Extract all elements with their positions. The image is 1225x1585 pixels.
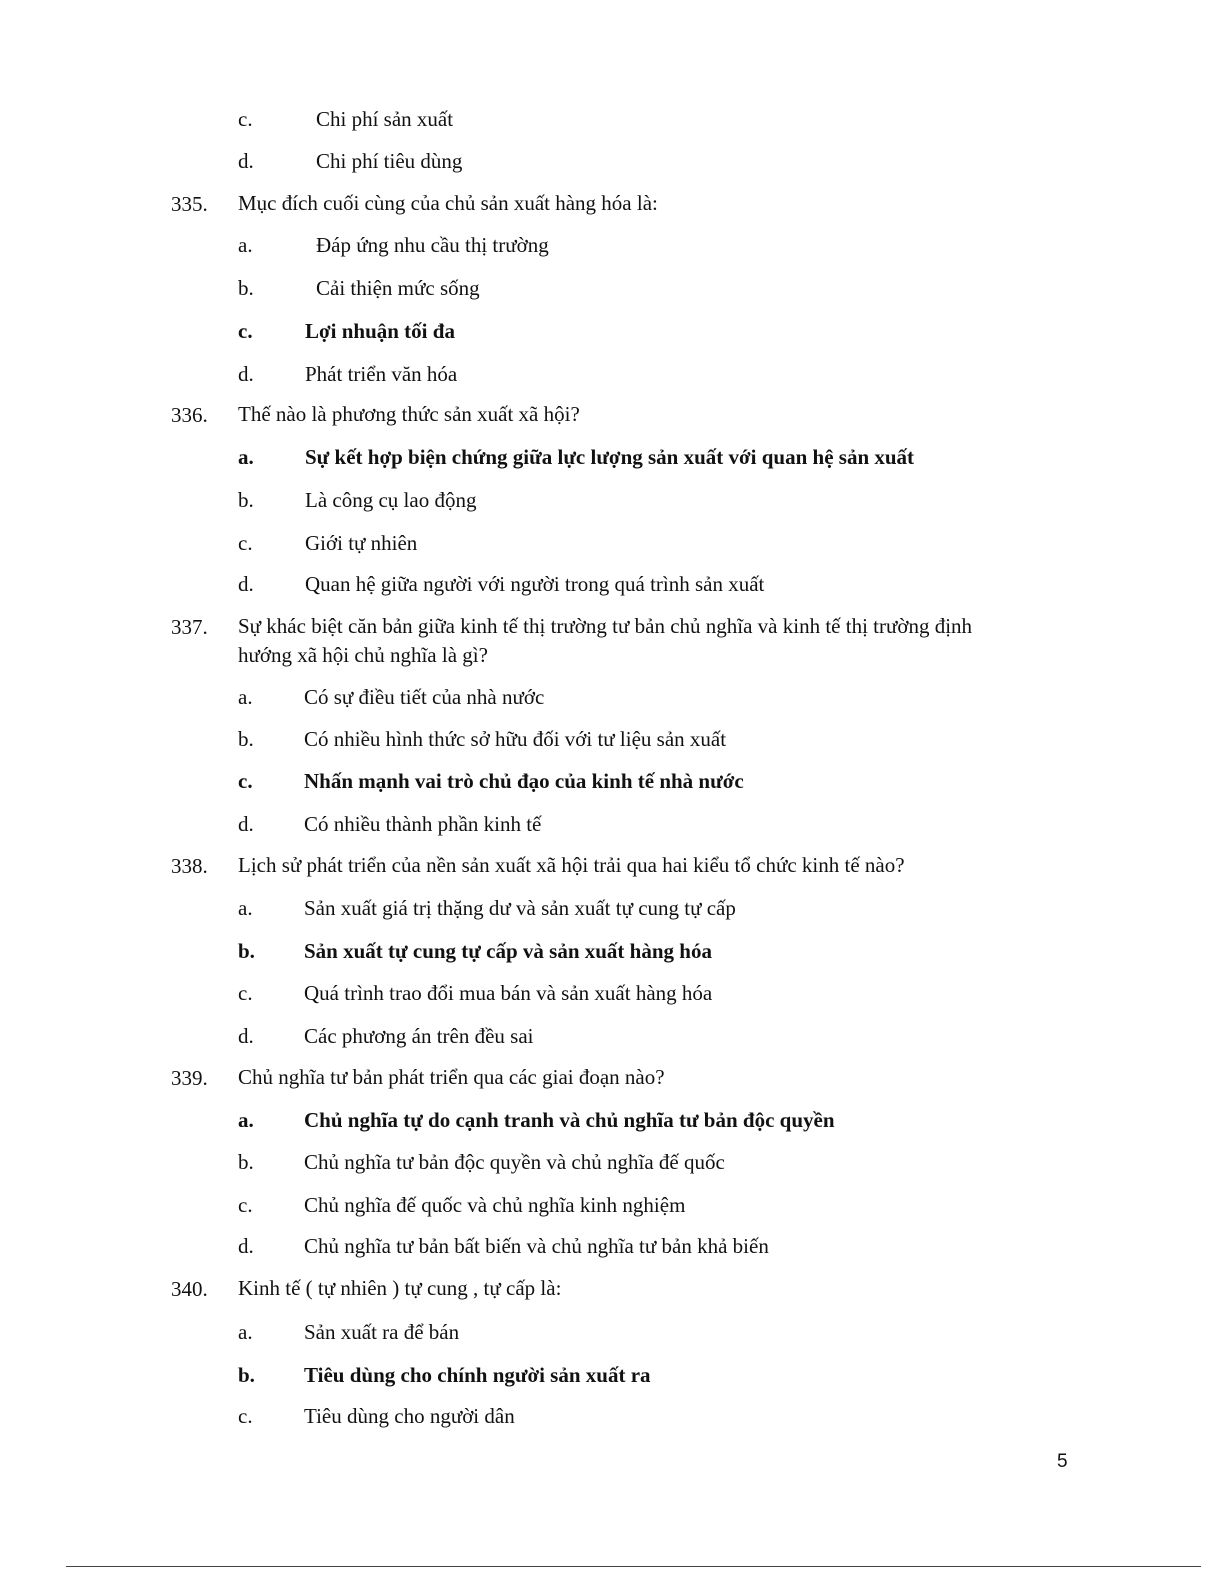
option-text: Sản xuất giá trị thặng dư và sản xuất tự cung tự cấp <box>304 896 736 920</box>
option-text: Là công cụ lao động <box>305 488 477 512</box>
option-row <box>0 1317 1225 1347</box>
option-row <box>0 230 1225 260</box>
question-335 <box>0 189 1225 219</box>
option-text: Quan hệ giữa người với người trong quá trình sản xuất <box>305 572 765 596</box>
option-text: Có nhiều hình thức sở hữu đối với tư liệu sản xuất <box>304 727 727 751</box>
option-row <box>0 809 1225 839</box>
question-339 <box>0 1063 1225 1093</box>
question-text: Sự khác biệt căn bản giữa kinh tế thị trường tư bản chủ nghĩa và kinh tế thị trường định hướng xã hội chủ nghĩa là gì? <box>238 614 973 667</box>
option-letter: c. <box>238 107 253 131</box>
option-text: Sản xuất ra để bán <box>304 1320 460 1344</box>
option-text: Sự kết hợp biện chứng giữa lực lượng sản xuất với quan hệ sản xuất <box>305 445 915 469</box>
option-text: Phát triển văn hóa <box>305 362 458 386</box>
option-letter: d. <box>238 1024 254 1048</box>
option-row <box>0 724 1225 754</box>
option-text: Có nhiều thành phần kinh tế <box>304 812 542 836</box>
option-letter: d. <box>238 149 254 173</box>
option-row <box>0 1147 1225 1177</box>
option-letter: a. <box>238 233 253 257</box>
option-letter: a. <box>238 896 253 920</box>
option-row <box>0 978 1225 1008</box>
question-number: 335. <box>171 192 208 216</box>
option-text: Tiêu dùng cho chính người sản xuất ra <box>304 1363 651 1387</box>
option-text: Chi phí sản xuất <box>316 107 454 131</box>
option-row <box>0 1021 1225 1051</box>
option-text: Chi phí tiêu dùng <box>316 149 463 173</box>
option-letter: d. <box>238 1234 254 1258</box>
question-text: Mục đích cuối cùng của chủ sản xuất hàng hóa là: <box>238 191 658 215</box>
option-row <box>0 485 1225 515</box>
option-letter: b. <box>238 939 255 963</box>
option-text: Sản xuất tự cung tự cấp và sản xuất hàng hóa <box>304 939 712 963</box>
option-row <box>0 104 1225 134</box>
option-letter: b. <box>238 488 254 512</box>
option-text: Có sự điều tiết của nhà nước <box>304 685 545 709</box>
correct-option-row <box>0 936 1225 966</box>
option-row <box>0 273 1225 303</box>
option-row <box>0 682 1225 712</box>
option-letter: c. <box>238 1193 253 1217</box>
question-number: 338. <box>171 854 208 878</box>
page-number: 5 <box>1057 1451 1068 1472</box>
option-letter: b. <box>238 1363 255 1387</box>
option-text: Lợi nhuận tối đa <box>305 319 455 343</box>
option-text: Chủ nghĩa tư bản độc quyền và chủ nghĩa đế quốc <box>304 1150 725 1174</box>
footer-divider <box>66 1566 1201 1567</box>
correct-option-row <box>0 316 1225 346</box>
question-336 <box>0 400 1225 430</box>
question-text: Kinh tế ( tự nhiên ) tự cung , tự cấp là: <box>238 1276 562 1300</box>
option-text: Cải thiện mức sống <box>316 276 480 300</box>
option-row <box>0 359 1225 389</box>
option-row <box>0 1401 1225 1431</box>
option-letter: d. <box>238 812 254 836</box>
option-letter: c. <box>238 769 253 793</box>
option-text: Các phương án trên đều sai <box>304 1024 534 1048</box>
option-text: Nhấn mạnh vai trò chủ đạo của kinh tế nhà nước <box>304 769 744 793</box>
question-number: 339. <box>171 1066 208 1090</box>
option-letter: a. <box>238 445 254 469</box>
option-text: Giới tự nhiên <box>305 531 418 555</box>
option-text: Chủ nghĩa tư bản bất biến và chủ nghĩa tư bản khả biến <box>304 1234 769 1258</box>
option-letter: d. <box>238 362 254 386</box>
option-letter: b. <box>238 727 254 751</box>
option-text: Tiêu dùng cho người dân <box>304 1404 515 1428</box>
option-letter: a. <box>238 1320 253 1344</box>
option-row <box>0 1231 1225 1261</box>
option-text: Chủ nghĩa đế quốc và chủ nghĩa kinh nghiệm <box>304 1193 686 1217</box>
question-number: 337. <box>171 615 208 639</box>
question-text: Chủ nghĩa tư bản phát triển qua các giai đoạn nào? <box>238 1065 665 1089</box>
option-letter: c. <box>238 981 253 1005</box>
option-text: Đáp ứng nhu cầu thị trường <box>316 233 549 257</box>
option-letter: a. <box>238 685 253 709</box>
option-letter: d. <box>238 572 254 596</box>
option-row <box>0 1190 1225 1220</box>
question-text: Lịch sử phát triển của nền sản xuất xã hội trải qua hai kiểu tổ chức kinh tế nào? <box>238 853 905 877</box>
option-letter: b. <box>238 1150 254 1174</box>
correct-option-row <box>0 1360 1225 1390</box>
question-338 <box>0 851 1225 881</box>
option-text: Quá trình trao đổi mua bán và sản xuất hàng hóa <box>304 981 713 1005</box>
question-text: Thế nào là phương thức sản xuất xã hội? <box>238 402 580 426</box>
option-row <box>0 528 1225 558</box>
option-row <box>0 893 1225 923</box>
question-number: 340. <box>171 1277 208 1301</box>
question-number: 336. <box>171 403 208 427</box>
correct-option-row <box>0 442 1225 472</box>
correct-option-row <box>0 766 1225 796</box>
option-text: Chủ nghĩa tự do cạnh tranh và chủ nghĩa tư bản độc quyền <box>304 1108 835 1132</box>
question-337 <box>0 612 1225 672</box>
option-row <box>0 569 1225 599</box>
option-letter: b. <box>238 276 254 300</box>
option-letter: c. <box>238 319 253 343</box>
correct-option-row <box>0 1105 1225 1135</box>
option-letter: c. <box>238 1404 253 1428</box>
option-letter: c. <box>238 531 253 555</box>
option-letter: a. <box>238 1108 254 1132</box>
question-340 <box>0 1274 1225 1304</box>
option-row <box>0 146 1225 176</box>
